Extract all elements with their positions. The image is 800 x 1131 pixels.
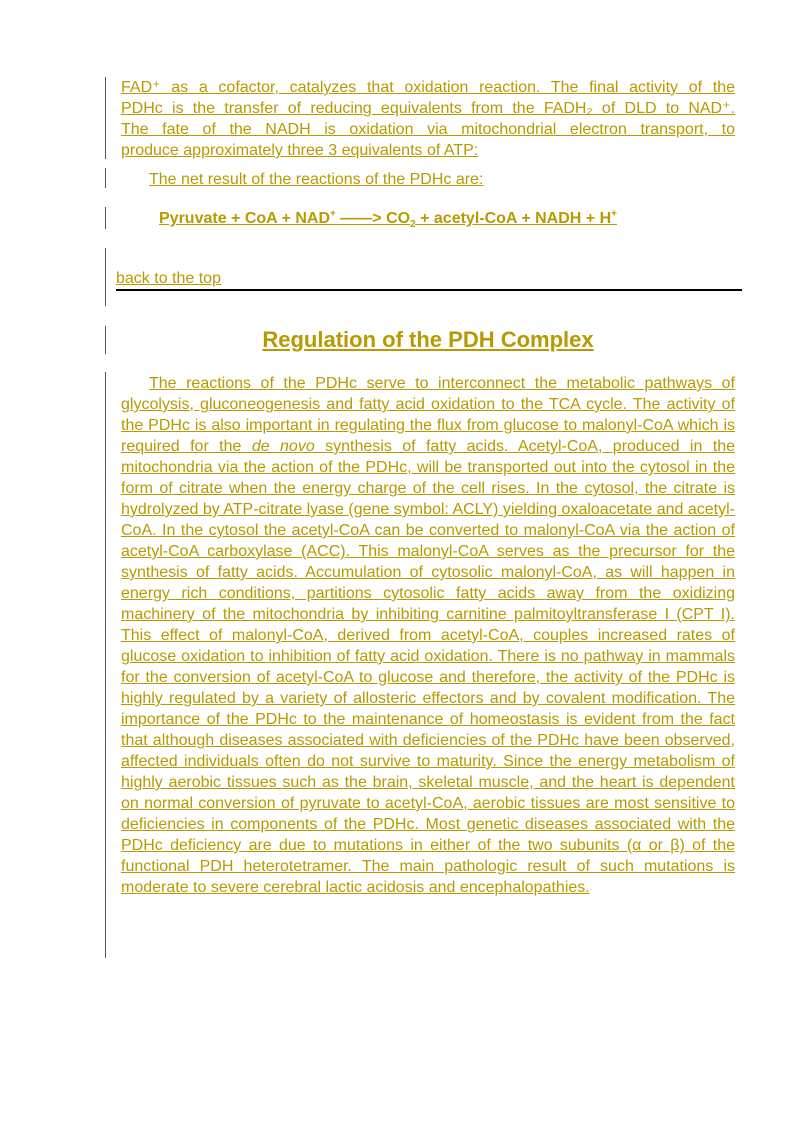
change-bar bbox=[105, 248, 106, 306]
regulation-text-part1: The reactions of the PDHc serve to interconnect the metabolic pathways of glycolysis, gluconeogenesis and fatty acid oxidation to the TCA cycle. The activity of the PDHc is also important in regulating the flux from glucose to malonyl-CoA which is required for the bbox=[121, 375, 735, 455]
equation-co2-sub: 2 bbox=[410, 219, 416, 231]
change-bar bbox=[105, 372, 106, 958]
equation-left-sup: + bbox=[330, 208, 336, 220]
change-bar bbox=[105, 326, 106, 354]
back-to-top-link[interactable]: back to the top bbox=[116, 270, 221, 287]
top-line-1: FAD⁺ as a cofactor, catalyzes that oxidation reaction. The final activity of the bbox=[121, 79, 735, 96]
pdh-reaction-equation bbox=[159, 208, 617, 229]
section-heading: Regulation of the PDH Complex bbox=[262, 327, 594, 352]
regulation-text-italic: de novo bbox=[251, 438, 315, 455]
equation-arrow: ——> CO bbox=[335, 210, 411, 227]
change-bar bbox=[105, 207, 106, 229]
equation-right: + acetyl-CoA + NADH + H bbox=[415, 210, 612, 227]
top-line-2: PDHc is the transfer of reducing equivalents from the FADH₂ of DLD to NAD⁺. bbox=[121, 100, 735, 117]
equation-left: Pyruvate + CoA + NAD bbox=[159, 210, 331, 227]
top-paragraph bbox=[121, 77, 735, 161]
net-result-text: The net result of the reactions of the PDHc are: bbox=[149, 171, 484, 188]
regulation-text-part2: synthesis of fatty acids. Acetyl-CoA, produced in the mitochondria via the action of the PDHc, will be transported out into the cytosol in the form of citrate when the energy charge of the cell rises. In the cytosol, the citrate is hydrolyzed by ATP-citrate lyase (gene symbol: ACLY) yielding oxaloacetate and acetyl-CoA. In the cytosol the acetyl-CoA can be converted to malonyl-CoA via the action of acetyl-CoA carboxylase (ACC). This malonyl-CoA serves as the precursor for the synthesis of fatty acids. Accumulation of cytosolic malonyl-CoA, as will happen in energy rich conditions, partitions cytosolic fatty acids away from the oxidizing machinery of the mitochondria by inhibiting carnitine palmitoyltransferase I (CPT I). This effect of malonyl-CoA, derived from acetyl-CoA, couples increased rates of glucose oxidation to inhibition of fatty acid oxidation. There is no pathway in mammals for the conversion of acetyl-CoA to glucose and therefore, the activity of the PDHc is highly regulated by a variety of allosteric effectors and by covalent modification. The importance of the PDHc to the maintenance of homeostasis is evident from the fact that although diseases associated with deficiencies of the PDHc have been observed, affected individuals often do not survive to maturity. Since the energy metabolism of highly aerobic tissues such as the brain, skeletal muscle, and the heart is dependent on normal conversion of pyruvate to acetyl-CoA, aerobic tissues are most sensitive to deficiencies in components of the PDHc. Most genetic diseases associated with the PDHc deficiency are due to mutations in either of the two subunits (α or β) of the functional PDH heterotetramer. The main pathologic result of such mutations is moderate to severe cerebral lactic acidosis and encephalopathies. bbox=[121, 438, 736, 896]
top-line-4: produce approximately three 3 equivalents of ATP: bbox=[121, 142, 479, 159]
change-bar bbox=[105, 77, 106, 159]
change-bar bbox=[105, 168, 106, 188]
regulation-paragraph bbox=[121, 373, 735, 898]
top-line-3: The fate of the NADH is oxidation via mitochondrial electron transport, to bbox=[121, 121, 735, 138]
horizontal-rule bbox=[116, 289, 742, 291]
equation-right-sup: + bbox=[611, 208, 617, 220]
